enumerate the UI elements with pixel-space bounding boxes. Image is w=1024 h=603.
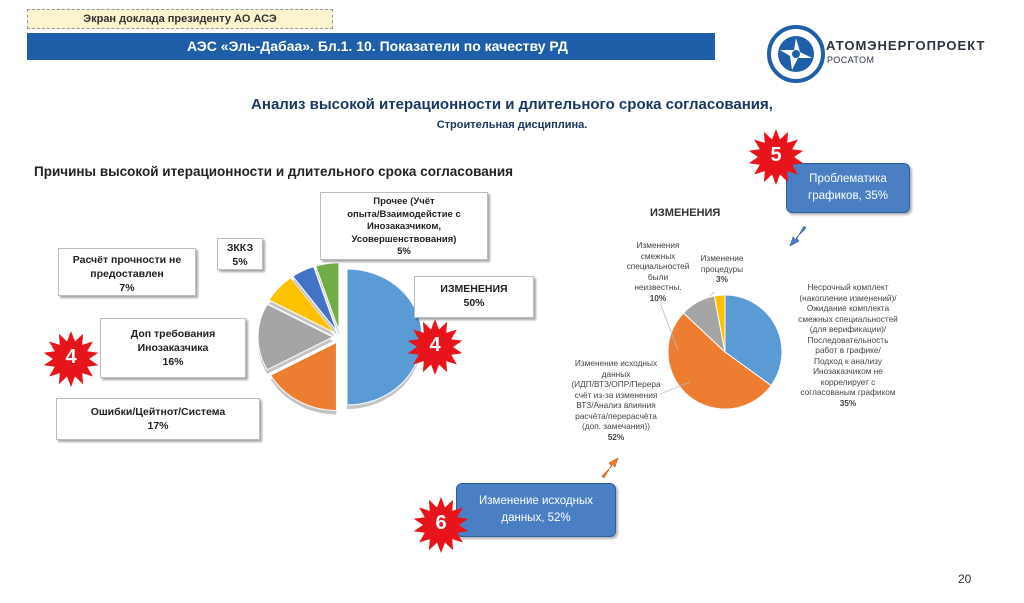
label-smezh-line5: неизвестны.: [634, 282, 682, 292]
label-nesr-line4: смежных специальностей: [798, 313, 898, 324]
label-nesr-line2: (накопление изменений)/: [799, 292, 897, 303]
label-proc-value: 3%: [716, 274, 728, 284]
callout-source-line2: данных, 52%: [501, 512, 571, 524]
arrow-down-left-icon: [788, 226, 810, 248]
left-pie-chart: [230, 245, 430, 425]
label-errors: [56, 398, 260, 440]
label-calc-line1: Расчёт прочности не: [72, 254, 182, 266]
label-proc-line2: процедуры: [700, 263, 744, 274]
label-smezh: [618, 240, 698, 303]
label-proc-line1: Изменение: [700, 253, 744, 263]
label-dop-line2: Инозаказчика: [137, 342, 209, 354]
badge-4-center-number: 4: [429, 334, 441, 356]
label-dop-value: 16%: [162, 356, 184, 368]
label-errors-value: 17%: [147, 420, 169, 432]
label-other-line4: Усовершенствования): [351, 233, 457, 245]
label-isx-line7: (доп. замечания)): [582, 421, 650, 431]
logo-subname: РОСАТОМ: [827, 55, 875, 65]
label-strength-calc: [58, 248, 196, 296]
label-nesr-value: 35%: [839, 397, 857, 408]
label-zkkz: [217, 238, 263, 270]
label-nesr-line9: Инозаказчиком не: [813, 366, 883, 376]
label-nesr-line3: Ожидание комплекта: [806, 303, 890, 313]
label-procedure: [692, 253, 752, 285]
label-nesr-line1: Несрочный комплект: [807, 282, 889, 292]
page-number: 20: [958, 572, 972, 586]
label-other-line3: Инозаказчиком,: [367, 221, 441, 232]
label-smezh-value: 10%: [649, 292, 667, 303]
label-smezh-line4: были: [647, 271, 669, 282]
label-izmeneniya: [414, 276, 534, 318]
label-zkkz-value: 5%: [232, 256, 248, 268]
label-isx-line4: счёт из-за изменения: [574, 389, 658, 400]
label-isx-line5: ВТЗ/Анализ влияния: [576, 400, 656, 410]
label-smezh-line1: Изменения: [636, 240, 680, 250]
label-isx-line1: Изменение исходных: [574, 358, 658, 368]
arrow-up-right-icon: [598, 456, 620, 478]
right-chart-title: ИЗМЕНЕНИЯ: [650, 207, 721, 219]
callout-schedules-line1: Проблематика: [809, 173, 887, 185]
badge-5-number: 5: [770, 144, 782, 166]
badge-6-number: 6: [435, 512, 447, 534]
label-nesr-line6: Последовательность: [807, 334, 889, 345]
callout-schedules-line2: графиков, 35%: [808, 190, 888, 202]
label-isx-line3: (ИДП/ВТЗ/ОПР/Перера: [571, 379, 661, 389]
badge-5: [747, 128, 805, 186]
callout-source-line1: Изменение исходных: [479, 495, 593, 507]
left-chart-title: Причины высокой итерационности и длительного срока согласования: [34, 164, 514, 179]
badge-4-left-number: 4: [65, 346, 77, 368]
label-calc-line2: предоставлен: [90, 268, 164, 280]
badge-6: [412, 496, 470, 554]
rosatom-logo-icon: [766, 24, 826, 84]
label-zkkz-title: ЗККЗ: [226, 242, 254, 254]
label-nesrochny: [788, 282, 908, 408]
label-smezh-line2: смежных: [640, 250, 676, 261]
label-nesr-line7: работ в графике/: [815, 345, 881, 355]
label-errors-title: Ошибки/Цейтнот/Система: [90, 406, 226, 418]
slide-subheading: Строительная дисциплина.: [436, 119, 588, 131]
company-logo: [766, 24, 1006, 84]
label-isxodnye: [566, 358, 666, 442]
label-other-line1: Прочее (Учёт: [373, 196, 435, 207]
slide-title-bar: АЭС «Эль-Дабаа». Бл.1. 10. Показатели по качеству РД: [27, 33, 715, 60]
label-other-line2: опыта/Взаимодейстие с: [347, 208, 461, 220]
logo-name: АТОМЭНЕРГОПРОЕКТ: [826, 38, 986, 53]
label-izmeneniya-value: 50%: [463, 297, 485, 309]
label-nesr-line8: Подход к анализу: [814, 355, 882, 366]
label-smezh-line3: специальностей: [626, 261, 690, 271]
right-pie-chart: [660, 292, 790, 422]
label-nesr-line10: коррелирует с: [820, 376, 876, 387]
label-isx-line6: расчёта/перерасчёта: [575, 410, 657, 421]
label-izmeneniya-title: ИЗМЕНЕНИЯ: [440, 283, 508, 295]
label-dop-requirements: [100, 318, 246, 378]
report-tag: Экран доклада президенту АО АСЭ: [27, 9, 333, 29]
label-dop-line1: Доп требования: [130, 328, 216, 340]
slide-heading: Анализ высокой итерационности и длительного срока согласования,: [251, 96, 773, 113]
callout-source-data: [456, 483, 616, 537]
label-nesr-line5: (для верификации)/: [809, 324, 887, 334]
label-nesr-line11: согласованым графиком: [800, 387, 896, 397]
badge-4-left: [42, 330, 100, 388]
label-isx-line2: данных: [601, 368, 631, 379]
label-calc-value: 7%: [119, 282, 135, 294]
label-other-value: 5%: [397, 246, 411, 257]
label-isx-value: 52%: [607, 431, 625, 442]
badge-4-center: [406, 318, 464, 376]
label-other: [320, 192, 488, 260]
